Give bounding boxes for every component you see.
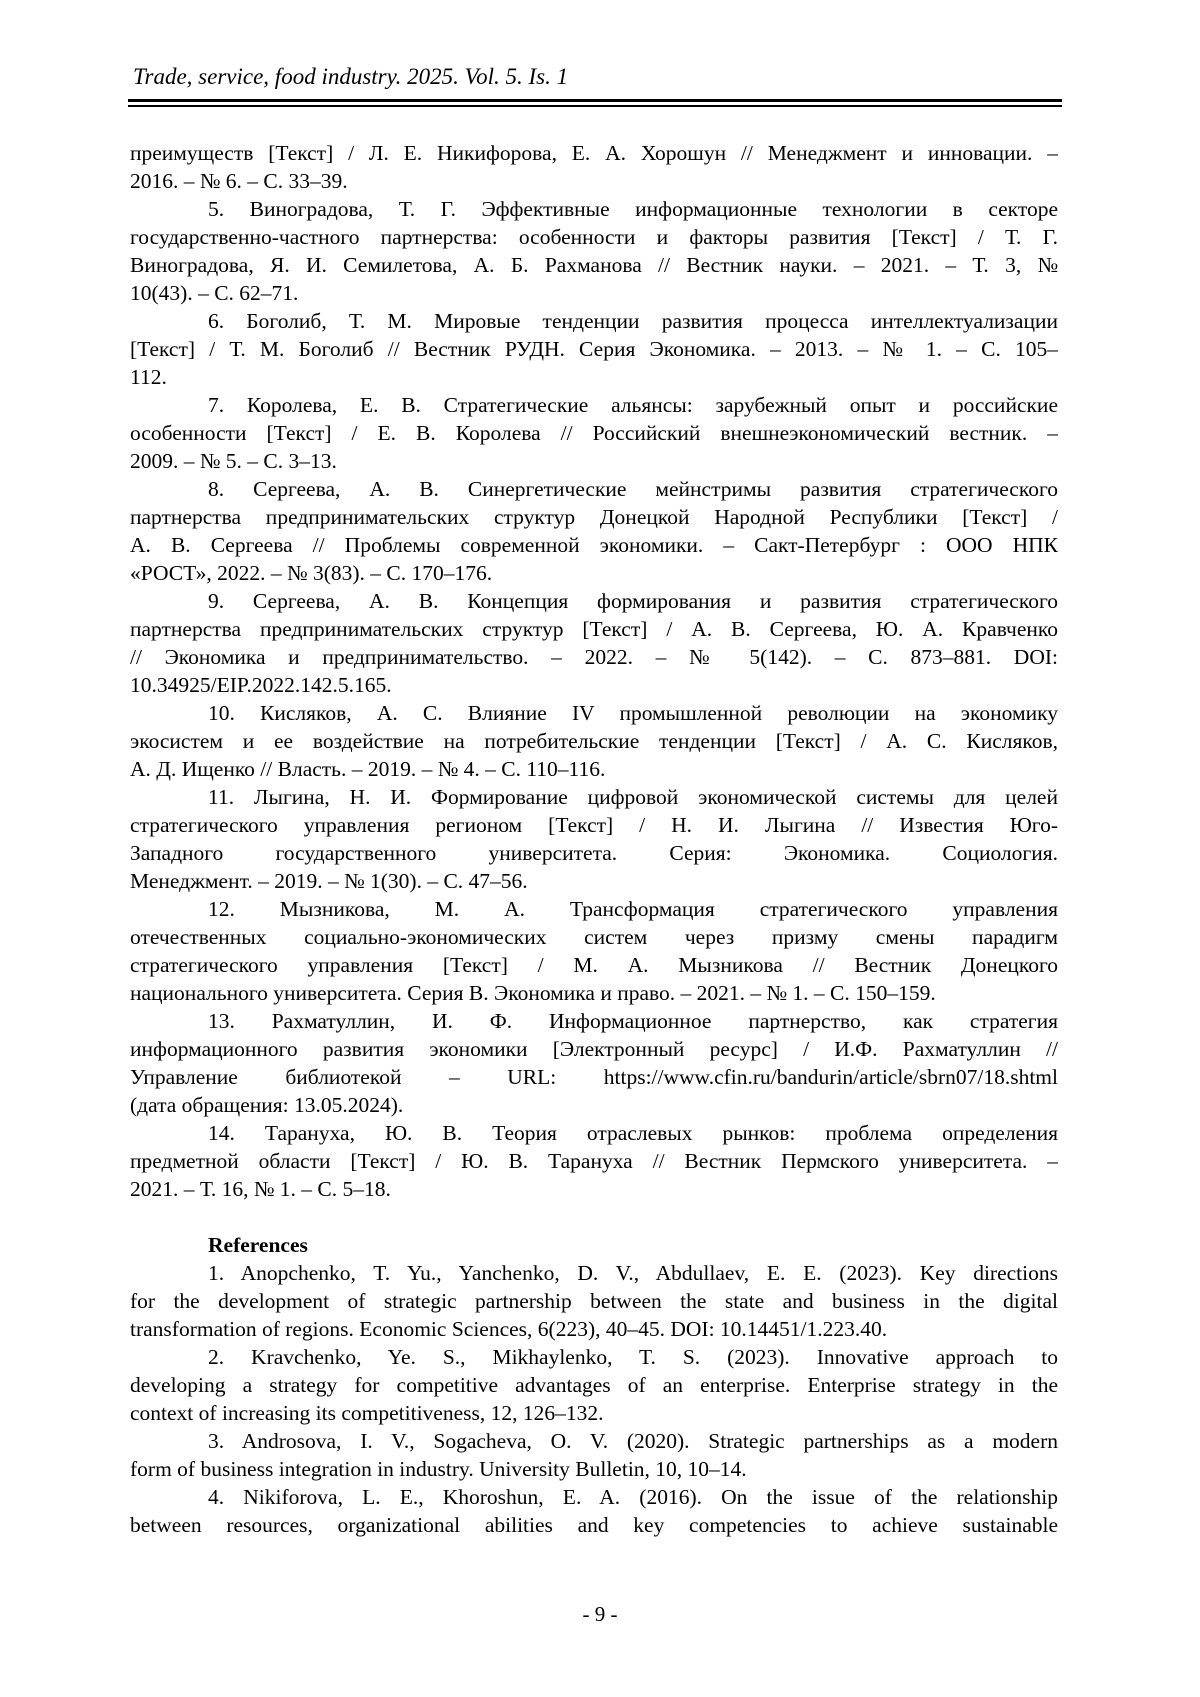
reference-line: 12. Мызникова, М. А. Трансформация стратегического управления	[208, 897, 1058, 921]
reference-line: Управление библиотекой – URL: https://www.cfin.ru/bandurin/article/sbrn07/18.shtml	[130, 1065, 1058, 1089]
reference-line: 5. Виноградова, Т. Г. Эффективные информационные технологии в секторе	[208, 197, 1058, 221]
reference-line: отечественных социально-экономических систем через призму смены парадигм	[130, 925, 1058, 949]
reference-line: стратегического управления [Текст] / М. А. Мызникова // Вестник Донецкого	[130, 953, 1058, 977]
reference-line: 13. Рахматуллин, И. Ф. Информационное партнерство, как стратегия	[208, 1009, 1058, 1033]
reference-line: for the development of strategic partnership between the state and business in the digital	[130, 1289, 1058, 1313]
reference-line: 10(43). – С. 62–71.	[130, 281, 299, 305]
reference-line: transformation of regions. Economic Sciences, 6(223), 40–45. DOI: 10.14451/1.223.40.	[130, 1317, 888, 1341]
reference-paragraph	[130, 1259, 1058, 1343]
reference-line: [Текст] / Т. М. Боголиб // Вестник РУДН. Серия Экономика. – 2013. – № 1. – С. 105–	[130, 337, 1058, 361]
reference-line: экосистем и ее воздействие на потребительские тенденции [Текст] / А. С. Кисляков,	[130, 729, 1058, 753]
reference-line: (дата обращения: 13.05.2024).	[130, 1093, 404, 1117]
reference-line: Западного государственного университета. Серия: Экономика. Социология.	[130, 841, 1058, 865]
reference-line: А. В. Сергеева // Проблемы современной экономики. – Сакт-Петербург : ООО НПК	[130, 533, 1058, 557]
reference-line: 4. Nikiforova, L. E., Khoroshun, E. A. (2016). On the issue of the relationship	[208, 1485, 1058, 1509]
bibliography-content	[130, 139, 1058, 1539]
reference-line: between resources, organizational abilities and key competencies to achieve sustainable	[130, 1513, 1058, 1537]
reference-line: 6. Боголиб, Т. М. Мировые тенденции развития процесса интеллектуализации	[208, 309, 1058, 333]
reference-line: 9. Сергеева, А. В. Концепция формирования и развития стратегического	[208, 589, 1058, 613]
reference-line: 2016. – № 6. – С. 33–39.	[130, 169, 348, 193]
reference-line: преимуществ [Текст] / Л. Е. Никифорова, Е. А. Хорошун // Менеджмент и инновации. –	[130, 141, 1058, 165]
reference-line: партнерства предпринимательских структур [Текст] / А. В. Сергеева, Ю. А. Кравченко	[130, 617, 1058, 641]
reference-line: 11. Лыгина, Н. И. Формирование цифровой экономической системы для целей	[208, 785, 1058, 809]
reference-line: 2009. – № 5. – С. 3–13.	[130, 449, 337, 473]
reference-line: 14. Тарануха, Ю. В. Теория отраслевых рынков: проблема определения	[208, 1121, 1058, 1145]
references-heading: References	[208, 1233, 308, 1257]
reference-paragraph	[130, 307, 1058, 391]
reference-line: 8. Сергеева, А. В. Синергетические мейнстримы развития стратегического	[208, 477, 1058, 501]
reference-paragraph	[130, 195, 1058, 307]
reference-line: особенности [Текст] / Е. В. Королева // Российский внешнеэкономический вестник. –	[130, 421, 1058, 445]
english-references-list	[130, 1259, 1058, 1539]
reference-line: «РОСТ», 2022. – № 3(83). – С. 170–176.	[130, 561, 493, 585]
reference-line: предметной области [Текст] / Ю. В. Тарануха // Вестник Пермского университета. –	[130, 1149, 1058, 1173]
page-number: - 9 -	[582, 1602, 618, 1626]
reference-paragraph	[130, 139, 1058, 195]
reference-line: form of business integration in industry. University Bulletin, 10, 10–14.	[130, 1457, 747, 1481]
reference-paragraph	[130, 1483, 1058, 1539]
reference-line: национального университета. Серия В. Экономика и право. – 2021. – № 1. – С. 150–159.	[130, 981, 936, 1005]
reference-line: государственно-частного партнерства: особенности и факторы развития [Текст] / Т. Г.	[130, 225, 1058, 249]
reference-line: информационного развития экономики [Электронный ресурс] / И.Ф. Рахматуллин //	[130, 1037, 1058, 1061]
reference-line: 3. Androsova, I. V., Sogacheva, O. V. (2020). Strategic partnerships as a modern	[208, 1429, 1058, 1453]
reference-line: 112.	[130, 365, 167, 389]
reference-line: партнерства предпринимательских структур Донецкой Народной Республики [Текст] /	[130, 505, 1058, 529]
reference-paragraph	[130, 895, 1058, 1007]
reference-line: 2. Kravchenko, Ye. S., Mikhaylenko, T. S. (2023). Innovative approach to	[208, 1345, 1058, 1369]
reference-line: // Экономика и предпринимательство. – 2022. – № 5(142). – С. 873–881. DOI:	[130, 645, 1058, 669]
reference-paragraph	[130, 1343, 1058, 1427]
reference-line: 10.34925/EIP.2022.142.5.165.	[130, 673, 392, 697]
reference-paragraph	[130, 1119, 1058, 1203]
journal-header: Trade, service, food industry. 2025. Vol. 5. Is. 1	[133, 64, 569, 89]
reference-line: 7. Королева, Е. В. Стратегические альянсы: зарубежный опыт и российские	[208, 393, 1058, 417]
reference-paragraph	[130, 1007, 1058, 1119]
reference-line: 2021. – Т. 16, № 1. – С. 5–18.	[130, 1177, 391, 1201]
russian-references-list	[130, 139, 1058, 1203]
reference-line: Менеджмент. – 2019. – № 1(30). – С. 47–56.	[130, 869, 528, 893]
reference-line: 1. Anopchenko, T. Yu., Yanchenko, D. V., Abdullaev, E. E. (2023). Key directions	[208, 1261, 1058, 1285]
reference-paragraph	[130, 699, 1058, 783]
reference-paragraph	[130, 391, 1058, 475]
reference-line: стратегического управления регионом [Текст] / Н. И. Лыгина // Известия Юго-	[130, 813, 1058, 837]
reference-paragraph	[130, 1427, 1058, 1483]
reference-paragraph	[130, 475, 1058, 587]
reference-line: 10. Кисляков, А. С. Влияние IV промышленной революции на экономику	[208, 701, 1058, 725]
reference-paragraph	[130, 587, 1058, 699]
reference-paragraph	[130, 783, 1058, 895]
reference-line: Виноградова, Я. И. Семилетова, А. Б. Рахманова // Вестник науки. – 2021. – Т. 3, №	[130, 253, 1058, 277]
reference-line: context of increasing its competitiveness, 12, 126–132.	[130, 1401, 604, 1425]
reference-line: А. Д. Ищенко // Власть. – 2019. – № 4. – С. 110–116.	[130, 757, 606, 781]
reference-line: developing a strategy for competitive advantages of an enterprise. Enterprise strategy in the	[130, 1373, 1058, 1397]
header-rule	[128, 99, 1062, 107]
